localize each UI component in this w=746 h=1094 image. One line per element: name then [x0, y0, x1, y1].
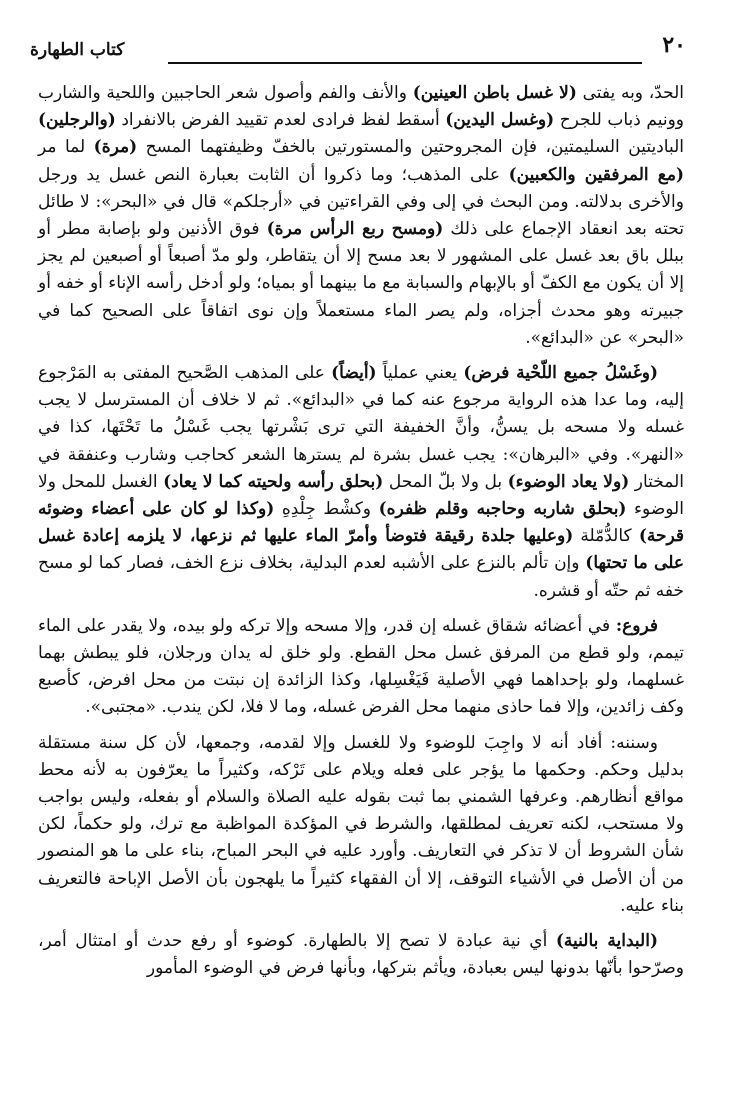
bold-text: (ومسح ربع الرأس مرة) — [266, 219, 444, 240]
text-run: الغسل للمحل ولا الوضوء — [38, 471, 684, 520]
book-title: كتاب الطهارة — [30, 40, 125, 60]
bold-text: (وكذا لو كان على أعضاء وضوئه قرحة) — [38, 499, 684, 547]
paragraph — [38, 80, 684, 352]
text-run: فوق الأذنين ولو بإصابة مطر أو ببلل باق بعد غسل على المشهور لا بعد مسح إلا أن يتقاطر، ولو مدّ أصبعاً أو أصبعين لم يجز إلا أن يكون مع الكفّ أو بالإبهام والسبابة مع ما بينهما أو بمياه؛ ولو أدخل رأسه الإناء أو خفه أو جبيرته وهو محدث أجزاه، ولم يصر الماء مستعملاً وإن نوى اتفاقاً على الصحيح كما في «البحر» عن «البدائع». — [38, 219, 684, 348]
bold-text: (مع المرفقين والكعبين) — [508, 164, 684, 185]
bold-text: (البداية بالنية) — [555, 931, 659, 952]
text-run: والأنف والفم وأصول شعر الحاجبين واللحية والشارب وونيم ذباب للجرح — [38, 83, 684, 131]
page-number: ٢٠ — [662, 32, 686, 58]
text-run: الباديتين السليمتين، فإن المجروحتين والمستورتين بالخفّ وظيفتهما المسح — [137, 137, 684, 158]
page-header — [30, 28, 686, 68]
bold-text: فروع: — [615, 615, 658, 636]
bold-text: (وعليها جلدة رقيقة فتوضأ وأمرّ الماء عليها ثم نزعها، لا يلزمه إعادة غسل على ما تحتها) — [38, 526, 684, 574]
bold-text: (بحلق رأسه ولحيته كما لا يعاد) — [163, 471, 384, 492]
bold-text: (ولا يعاد الوضوء) — [507, 471, 630, 492]
text-run: لما مر — [38, 137, 94, 158]
text-run: بل ولا بلّ المحل — [383, 471, 508, 492]
text-run: على المذهب؛ وما ذكروا أن الثابت بعبارة النص غسل يد ورجل والأخرى بدلالته. ومن البحث في إلى وفي القراءتين في «أرجلكم» قال في «البحر»: لا طائل تحته بعد انعقاد الإجماع على ذلك — [38, 164, 684, 240]
paragraph — [38, 613, 684, 722]
text-run: أسقط لفظ فرادى لعدم تقييد الفرض بالانفراد — [115, 110, 446, 131]
text-run: كالدُّمّلة — [573, 526, 639, 547]
bold-text: (لا غسل باطن العينين) — [412, 83, 577, 103]
text-run: وكشْط جِلْدِهِ — [274, 499, 379, 520]
text-run: على المذهب الصَّحيح المفتى به المَرْجوع إليه، وما عدا هذه الرواية مرجوع عنه كما في «البدائع». ثم لا خلاف أن المسترسل لا يجب غسله ولا مسحه بل يسنُّ، وأنَّ الخفيفة التي ترى بَشْرتها يجب غَسْلُ ما تَحْتَها، كذا في «النهر». وفي «البرهان»: يجب غسل بشرة لم يسترها الشعر كحاجب وشارب وعنفقة في المختار — [38, 363, 684, 492]
text-run: في أعضائه شقاق غسله إن قدر، وإلا مسحه وإلا تركه ولو بيده، ولا يقدر على الماء تيمم، ولو قطع من المرفق غسل محل القطع. ولو خلق له يدان ورجلان، فلو يبطش بهما غسلهما، ولو بإحداهما فهي الأصلية فَيَغْسِلها، وكذا الزائدة إن نبتت من محل افرض، كأصبع وكف زائدين، وإلا فما حاذى منهما محل الفرض غسله، وما لا فلا، لكن يندب. «مجتبى». — [38, 615, 684, 718]
bold-text: (مرة) — [93, 137, 138, 158]
text-run: يعني عملياً — [376, 363, 464, 384]
text-run: الحدّ، وبه يفتى — [576, 83, 685, 103]
paragraph — [38, 360, 684, 605]
text-run: وإن تألم بالنزع على الأشبه لعدم البدلية، بخلاف نزع الخف، فصار كما لو مسح خفه ثم حتّه أو قشره. — [38, 553, 684, 601]
text-run: أي نية عبادة لا تصح إلا بالطهارة. كوضوء أو رفع حدث أو امتثال أمر، وصرّحوا بأنّها بدونها ليس بعبادة، ويأثم بتركها، وبأنها فرض في الوضوء المأمور — [38, 931, 684, 979]
bold-text: (وغَسْلُ جميع اللّحْية فرض) — [463, 363, 658, 384]
bold-text: (والرجلين) — [38, 110, 116, 131]
paragraph — [38, 928, 684, 982]
page-body — [38, 80, 684, 1082]
bold-text: (بحلق شاربه وحاجبه وقلم ظفره) — [378, 499, 627, 520]
bold-text: (وغسل اليدين) — [445, 110, 555, 131]
bold-text: (أيضاً) — [331, 363, 377, 384]
text-run: وسننه: أفاد أنه لا واجِبَ للوضوء ولا للغسل وإلا لقدمه، وجمعها، لأن كل سنة مستقلة بدليل وحكم. وحكمها ما يؤجر على فعله ويلام على تَرْكه، وكثيراً ما يعرّفون به لأنه محط مواقع أنظارهم. وعرفها الشمني بما ثبت بقوله عليه الصلاة والسلام أو بفعله، وليس بواجب ولا مستحب، لكنه تعريف لمطلقها، والشرط في المؤكدة المواظبة مع ترك، ولو حكماً، لكن شأن الشروط أن لا تذكر في التعاريف. وأورد عليه في البحر المباح، بناء على ما هو المنصور من أن الأصل في الأشياء التوقف، إلا أن الفقهاء كثيراً ما يلهجون بأن الأصل الإباحة فالتعريف بناء عليه. — [38, 732, 685, 916]
paragraph — [38, 730, 684, 920]
header-rule — [168, 62, 642, 64]
